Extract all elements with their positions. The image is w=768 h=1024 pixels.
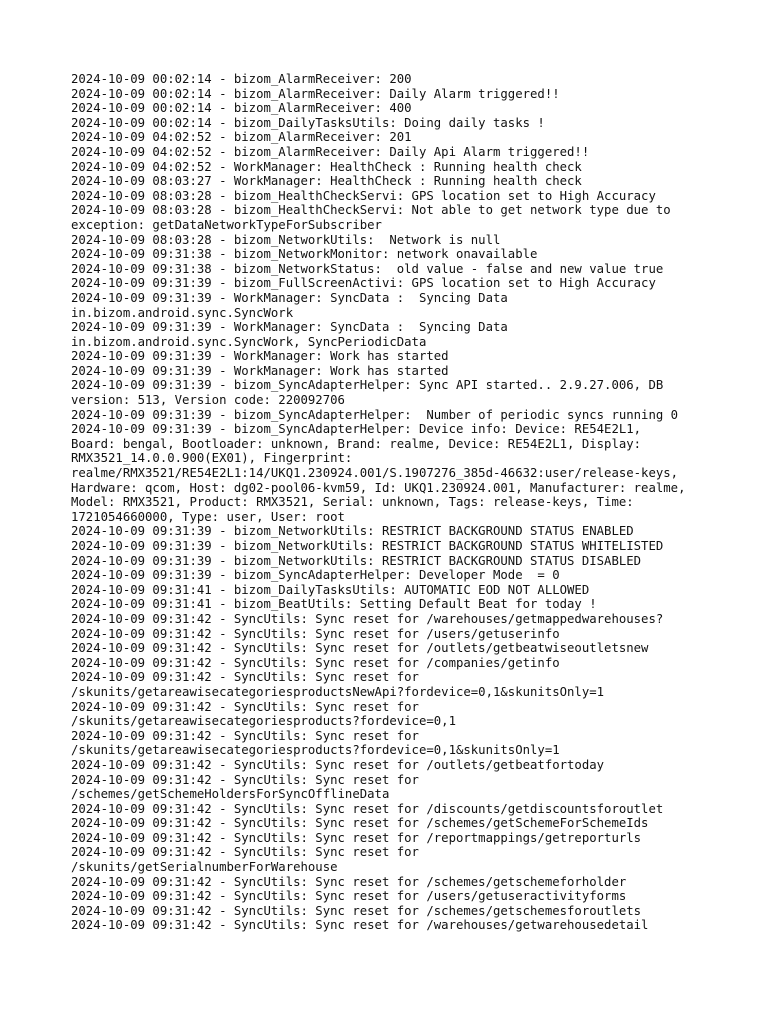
log-line: 2024-10-09 09:31:42 - SyncUtils: Sync reset for /warehouses/getmappedwarehouses? (71, 611, 664, 626)
log-line: 2024-10-09 09:31:39 - bizom_NetworkUtils: RESTRICT BACKGROUND STATUS DISABLED (71, 553, 642, 568)
log-line: 2024-10-09 00:02:14 - bizom_AlarmReceiver: 200 (71, 72, 412, 86)
log-line: /skunits/getareawisecategoriesproducts?fordevice=0,1&skunitsOnly=1 (71, 743, 560, 758)
log-line: in.bizom.android.sync.SyncWork (71, 305, 294, 320)
log-line: 2024-10-09 09:31:42 - SyncUtils: Sync reset for /discounts/getdiscountsforoutlet (71, 801, 664, 816)
log-line: 2024-10-09 09:31:41 - bizom_BeatUtils: Setting Default Beat for today ! (71, 597, 597, 612)
log-line: 2024-10-09 04:02:52 - WorkManager: HealthCheck : Running health check (71, 159, 582, 174)
log-line: /skunits/getareawisecategoriesproductsNewApi?fordevice=0,1&skunitsOnly=1 (71, 684, 605, 699)
log-line: 2024-10-09 00:02:14 - bizom_DailyTasksUtils: Doing daily tasks ! (71, 115, 545, 130)
log-line: in.bizom.android.sync.SyncWork, SyncPeriodicData (71, 334, 427, 349)
log-line: 2024-10-09 09:31:41 - bizom_DailyTasksUtils: AUTOMATIC EOD NOT ALLOWED (71, 582, 590, 597)
log-line: 2024-10-09 09:31:42 - SyncUtils: Sync reset for /schemes/getschemeforholder (71, 874, 627, 889)
log-line: 2024-10-09 09:31:42 - SyncUtils: Sync reset for (71, 670, 419, 685)
log-line: 2024-10-09 00:02:14 - bizom_AlarmReceiver: 400 (71, 101, 412, 116)
log-line: realme/RMX3521/RE54E2L1:14/UKQ1.230924.001/S.1907276_385d-46632:user/release-keys, (71, 466, 679, 481)
log-line: /schemes/getSchemeHoldersForSyncOfflineData (71, 787, 390, 802)
log-line: 2024-10-09 09:31:42 - SyncUtils: Sync reset for /users/getuserinfo (71, 626, 560, 641)
log-line: 2024-10-09 09:31:42 - SyncUtils: Sync reset for /outlets/getbeatwiseoutletsnew (71, 641, 649, 656)
log-line: 2024-10-09 09:31:39 - bizom_NetworkUtils: RESTRICT BACKGROUND STATUS WHITELISTED (71, 539, 664, 553)
log-line: 2024-10-09 09:31:42 - SyncUtils: Sync reset for /companies/getinfo (71, 655, 560, 670)
log-line: Board: bengal, Bootloader: unknown, Brand: realme, Device: RE54E2L1, Display: (71, 436, 642, 451)
log-line: 2024-10-09 09:31:42 - SyncUtils: Sync reset for /warehouses/getwarehousedetail (71, 918, 649, 933)
log-line: 2024-10-09 09:31:42 - SyncUtils: Sync reset for /schemes/getschemesforoutlets (71, 903, 642, 918)
log-line: 2024-10-09 09:31:42 - SyncUtils: Sync reset for /users/getuseractivityforms (71, 889, 627, 904)
log-line: 2024-10-09 09:31:39 - bizom_SyncAdapterHelper: Device info: Device: RE54E2L1, (71, 422, 642, 437)
log-line: 2024-10-09 08:03:27 - WorkManager: HealthCheck : Running health check (71, 174, 582, 189)
log-line: 2024-10-09 08:03:28 - bizom_HealthCheckServi: GPS location set to High Accuracy (71, 188, 656, 203)
log-line: 2024-10-09 00:02:14 - bizom_AlarmReceiver: Daily Alarm triggered!! (71, 86, 560, 101)
log-line: 2024-10-09 09:31:39 - WorkManager: Work has started (71, 349, 449, 364)
log-line: 2024-10-09 09:31:42 - SyncUtils: Sync reset for (71, 699, 419, 714)
log-line: 2024-10-09 09:31:38 - bizom_NetworkStatus: old value - false and new value true (71, 261, 664, 276)
log-line: 2024-10-09 08:03:28 - bizom_HealthCheckServi: Not able to get network type due to (71, 203, 671, 218)
log-line: 2024-10-09 09:31:42 - SyncUtils: Sync reset for /reportmappings/getreporturls (71, 830, 642, 845)
log-line: 2024-10-09 09:31:39 - bizom_NetworkUtils: RESTRICT BACKGROUND STATUS ENABLED (71, 524, 634, 539)
log-line: 2024-10-09 09:31:39 - bizom_SyncAdapterHelper: Developer Mode = 0 (71, 568, 560, 583)
log-line: 2024-10-09 04:02:52 - bizom_AlarmReceiver: Daily Api Alarm triggered!! (71, 144, 590, 159)
log-line: 2024-10-09 09:31:42 - SyncUtils: Sync reset for (71, 772, 419, 787)
log-line: /skunits/getSerialnumberForWarehouse (71, 860, 338, 875)
log-line: 2024-10-09 04:02:52 - bizom_AlarmReceiver: 201 (71, 130, 412, 145)
log-line: 2024-10-09 09:31:39 - WorkManager: SyncData : Syncing Data (71, 290, 508, 305)
document-page (71, 72, 721, 933)
log-line: 2024-10-09 09:31:39 - bizom_FullScreenActivi: GPS location set to High Accuracy (71, 276, 656, 291)
log-line: 2024-10-09 09:31:39 - bizom_SyncAdapterHelper: Sync API started.. 2.9.27.006, DB (71, 378, 664, 393)
log-text (71, 72, 721, 933)
log-line: 2024-10-09 09:31:39 - WorkManager: Work has started (71, 363, 449, 378)
log-line: 2024-10-09 09:31:39 - bizom_SyncAdapterHelper: Number of periodic syncs running 0 (71, 407, 679, 422)
log-line: 2024-10-09 09:31:42 - SyncUtils: Sync reset for (71, 728, 419, 743)
log-line: /skunits/getareawisecategoriesproducts?fordevice=0,1 (71, 714, 456, 729)
log-line: 2024-10-09 09:31:39 - WorkManager: SyncData : Syncing Data (71, 320, 508, 335)
log-line: Hardware: qcom, Host: dg02-pool06-kvm59, Id: UKQ1.230924.001, Manufacturer: realme, (71, 480, 686, 495)
log-line: exception: getDataNetworkTypeForSubscriber (71, 217, 382, 232)
log-line: 2024-10-09 08:03:28 - bizom_NetworkUtils: Network is null (71, 232, 501, 247)
log-line: 2024-10-09 09:31:42 - SyncUtils: Sync reset for /outlets/getbeatfortoday (71, 757, 605, 772)
log-line: version: 513, Version code: 220092706 (71, 393, 345, 408)
log-line: RMX3521_14.0.0.900(EX01), Fingerprint: (71, 451, 353, 466)
log-line: 2024-10-09 09:31:38 - bizom_NetworkMonitor: network onavailable (71, 247, 538, 262)
log-line: 1721054660000, Type: user, User: root (71, 509, 345, 524)
log-line: 2024-10-09 09:31:42 - SyncUtils: Sync reset for (71, 845, 419, 860)
log-line: Model: RMX3521, Product: RMX3521, Serial: unknown, Tags: release-keys, Time: (71, 495, 634, 510)
log-line: 2024-10-09 09:31:42 - SyncUtils: Sync reset for /schemes/getSchemeForSchemeIds (71, 816, 649, 831)
